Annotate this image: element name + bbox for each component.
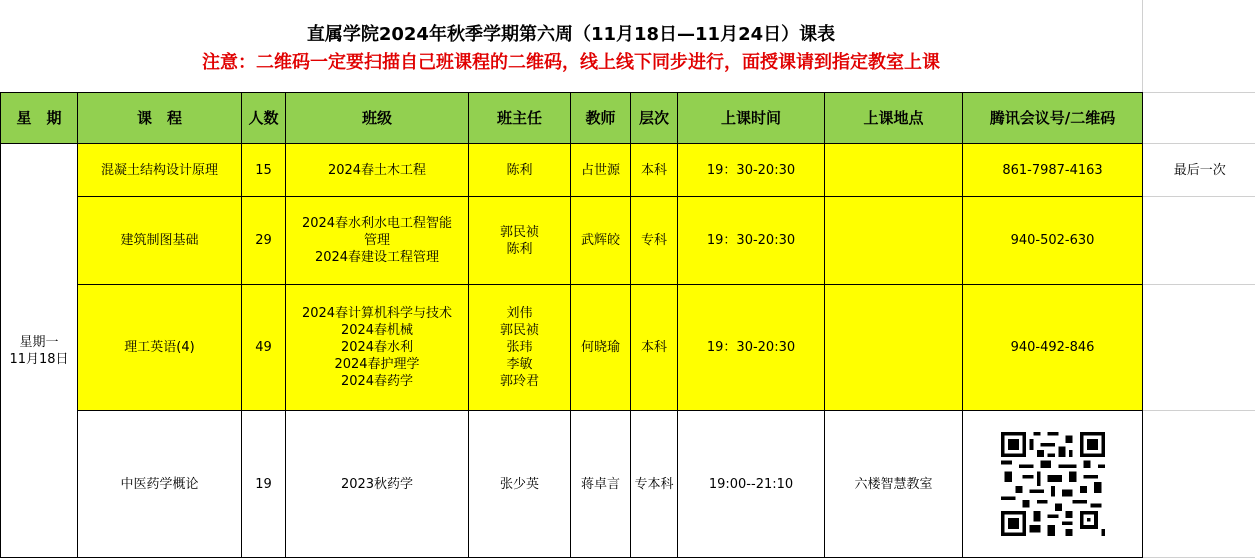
blank-header-cell [1143, 93, 1255, 144]
remark-cell [1143, 197, 1255, 285]
col-header-course: 课 程 [78, 93, 242, 144]
col-header-teacher: 教师 [571, 93, 631, 144]
course-cell: 理工英语(4) [78, 285, 242, 411]
teacher-cell: 武辉皎 [571, 197, 631, 285]
head-teacher-cell: 郭民祯 陈利 [469, 197, 571, 285]
head-teacher-cell: 陈利 [469, 144, 571, 197]
teacher-cell: 何晓瑜 [571, 285, 631, 411]
location-cell [825, 197, 963, 285]
meeting-cell: 940-502-630 [963, 197, 1143, 285]
col-header-level: 层次 [631, 93, 678, 144]
count-cell: 19 [242, 411, 286, 558]
class-cell: 2023秋药学 [286, 411, 469, 558]
meeting-cell: 861-7987-4163 [963, 144, 1143, 197]
col-header-count: 人数 [242, 93, 286, 144]
time-cell: 19：30-20:30 [678, 197, 825, 285]
class-cell: 2024春计算机科学与技术 2024春机械 2024春水利 2024春护理学 2024春药学 [286, 285, 469, 411]
course-cell: 建筑制图基础 [78, 197, 242, 285]
count-cell: 49 [242, 285, 286, 411]
level-cell: 本科 [631, 285, 678, 411]
col-header-location: 上课地点 [825, 93, 963, 144]
page-title: 直属学院2024年秋季学期第六周（11月18日—11月24日）课表 [306, 24, 836, 45]
meeting-cell [963, 411, 1143, 558]
table-row [1, 411, 1255, 558]
remark-cell [1143, 285, 1255, 411]
col-header-time: 上课时间 [678, 93, 825, 144]
head-teacher-cell: 刘伟 郭民祯 张玮 李敏 郭玲君 [469, 285, 571, 411]
class-cell: 2024春土木工程 [286, 144, 469, 197]
remark-cell: 最后一次 [1143, 144, 1255, 197]
teacher-cell: 蒋卓言 [571, 411, 631, 558]
time-cell: 19：30-20:30 [678, 144, 825, 197]
location-cell [825, 285, 963, 411]
head-teacher-cell: 张少英 [469, 411, 571, 558]
col-header-weekday: 星 期 [1, 93, 78, 144]
location-cell [825, 144, 963, 197]
count-cell: 15 [242, 144, 286, 197]
col-header-class: 班级 [286, 93, 469, 144]
level-cell: 本科 [631, 144, 678, 197]
table-row [1, 285, 1255, 411]
time-cell: 19：30-20:30 [678, 285, 825, 411]
level-cell: 专科 [631, 197, 678, 285]
remark-cell [1143, 411, 1255, 558]
level-cell: 专本科 [631, 411, 678, 558]
col-header-head-teacher: 班主任 [469, 93, 571, 144]
meeting-cell: 940-492-846 [963, 285, 1143, 411]
header-row [1, 93, 1255, 144]
class-cell: 2024春水利水电工程智能 管理 2024春建设工程管理 [286, 197, 469, 285]
schedule-table [0, 92, 1255, 558]
title-block [0, 0, 1143, 92]
course-cell: 中医药学概论 [78, 411, 242, 558]
col-header-meeting: 腾讯会议号/二维码 [963, 93, 1143, 144]
count-cell: 29 [242, 197, 286, 285]
teacher-cell: 占世源 [571, 144, 631, 197]
notice-text: 注意：二维码一定要扫描自己班课程的二维码，线上线下同步进行，面授课请到指定教室上课 [202, 52, 940, 73]
time-cell: 19:00--21:10 [678, 411, 825, 558]
location-cell: 六楼智慧教室 [825, 411, 963, 558]
weekday-cell: 星期一 11月18日 [1, 144, 78, 558]
course-cell: 混凝土结构设计原理 [78, 144, 242, 197]
table-row [1, 144, 1255, 197]
table-row [1, 197, 1255, 285]
qr-code-icon[interactable] [1001, 432, 1105, 536]
